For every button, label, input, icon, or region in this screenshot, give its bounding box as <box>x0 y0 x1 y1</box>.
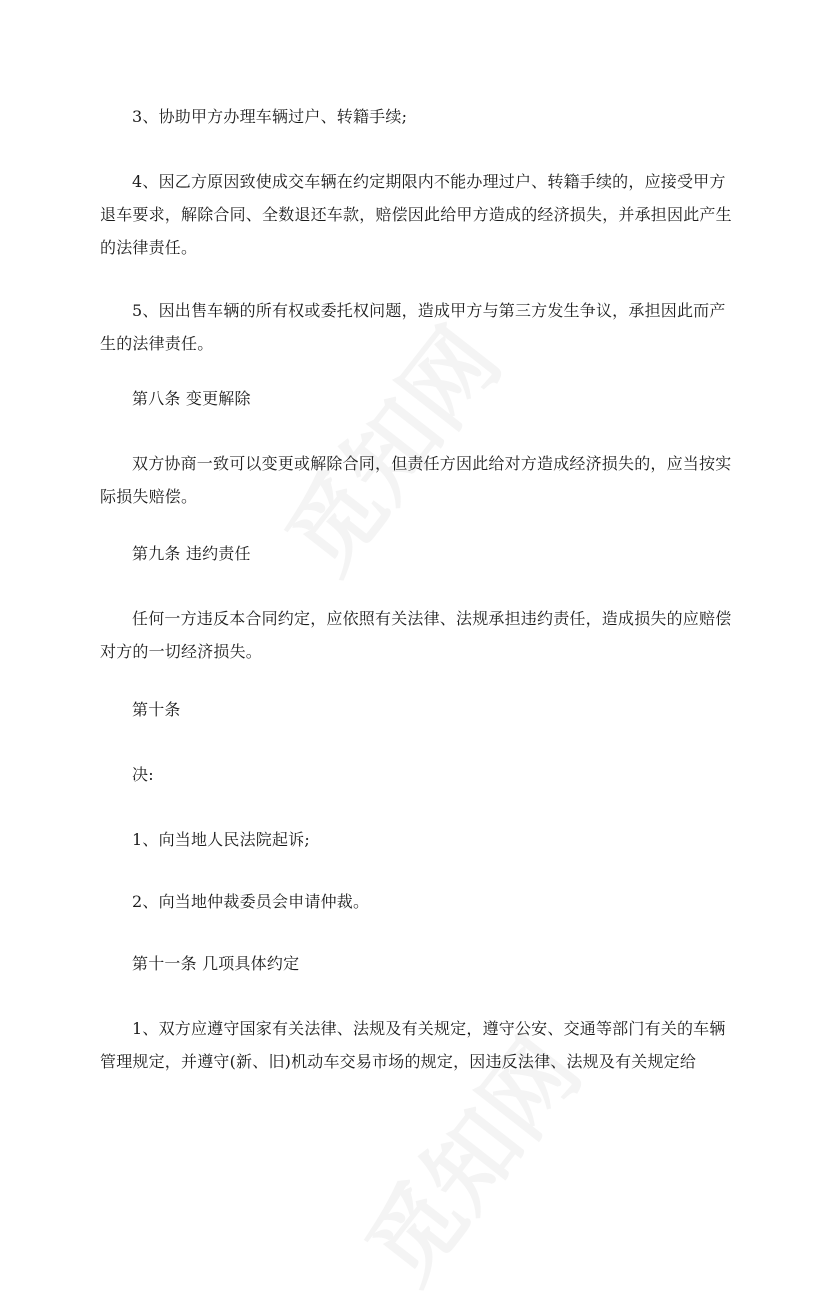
paragraph-clause-4: 4、因乙方原因致使成交车辆在约定期限内不能办理过户、转籍手续的，应接受甲方退车要求，解除合同、全数退还车款，赔偿因此给甲方造成的经济损失，并承担因此产生的法律责任。 <box>100 172 732 257</box>
paragraph-clause-3: 3、协助甲方办理车辆过户、转籍手续; <box>132 107 408 126</box>
heading-article-11: 第十一条 几项具体约定 <box>132 954 300 973</box>
heading-article-8: 第八条 变更解除 <box>132 389 251 408</box>
list-item-arbitration: 2、向当地仲裁委员会申请仲裁。 <box>132 892 370 911</box>
paragraph-article-9-body: 任何一方违反本合同约定，应依照有关法律、法规承担违约责任，造成损失的应赔偿对方的一切经济损失。 <box>100 609 732 661</box>
list-item-court: 1、向当地人民法院起诉; <box>132 830 310 849</box>
paragraph-clause-5: 5、因出售车辆的所有权或委托权问题，造成甲方与第三方发生争议，承担因此而产生的法律责任。 <box>100 301 726 353</box>
heading-article-9: 第九条 违约责任 <box>132 544 251 563</box>
heading-article-10: 第十条 <box>132 700 181 719</box>
paragraph-article-10-body: 决: <box>132 765 154 784</box>
paragraph-article-11-item-1: 1、双方应遵守国家有关法律、法规及有关规定，遵守公安、交通等部门有关的车辆管理规定，并遵守(新、旧)机动车交易市场的规定，因违反法律、法规及有关规定给 <box>100 1019 726 1071</box>
paragraph-article-8-body: 双方协商一致可以变更或解除合同，但责任方因此给对方造成经济损失的，应当按实际损失赔偿。 <box>100 454 732 506</box>
